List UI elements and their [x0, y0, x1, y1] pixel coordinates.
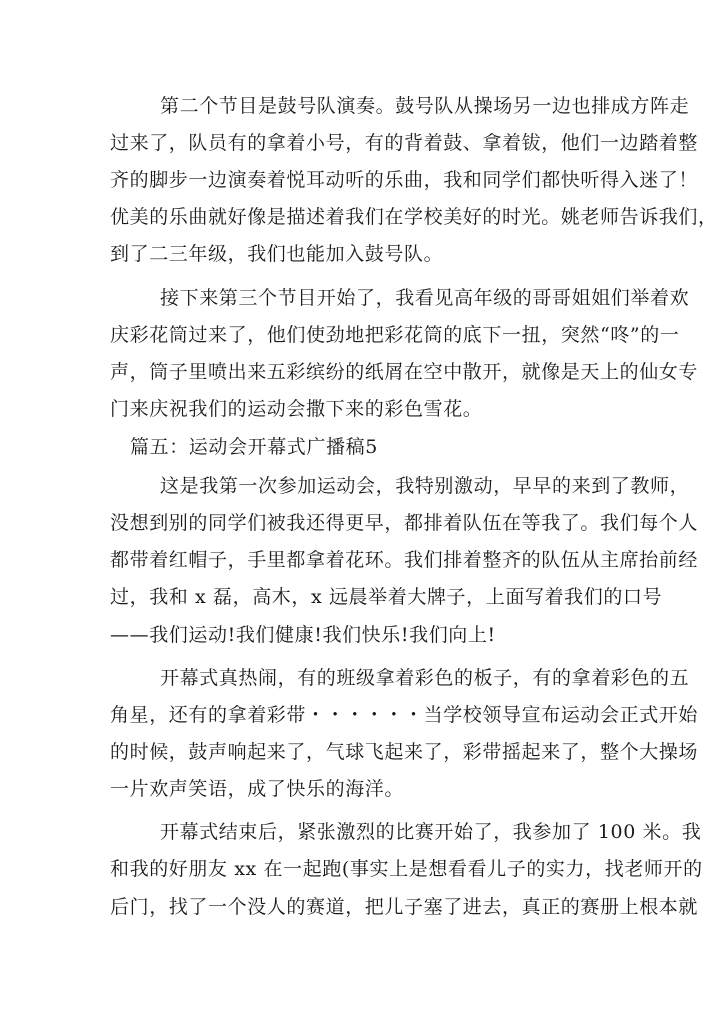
paragraph-line: 的时候，鼓声响起来了，气球飞起来了，彩带摇起来了，整个大操场 — [110, 741, 699, 763]
paragraph-line: 没想到别的同学们被我还得更早，都排着队伍在等我了。我们每个人 — [110, 512, 699, 534]
paragraph-line: 开幕式结束后，紧张激烈的比赛开始了，我参加了 100 米。我 — [160, 821, 702, 843]
paragraph-line: 优美的乐曲就好像是描述着我们在学校美好的时光。姚老师告诉我们， — [110, 206, 718, 228]
paragraph-line: 声，筒子里喷出来五彩缤纷的纸屑在空中散开，就像是天上的仙女专 — [110, 361, 699, 383]
paragraph-line: 庆彩花筒过来了，他们使劲地把彩花筒的底下一扭，突然“咚”的一 — [110, 324, 680, 346]
paragraph-line: 角星，还有的拿着彩带・・・・・・当学校领导宣布运动会正式开始 — [110, 704, 699, 726]
paragraph-line: 门来庆祝我们的运动会撒下来的彩色雪花。 — [110, 398, 483, 420]
section-heading: 篇五：运动会开幕式广播稿5 — [130, 436, 378, 458]
paragraph-line: 第二个节目是鼓号队演奏。鼓号队从操场另一边也排成方阵走 — [160, 95, 690, 117]
paragraph-line: 齐的脚步一边演奏着悦耳动听的乐曲，我和同学们都快听得入迷了！ — [110, 169, 699, 191]
paragraph-line: 过，我和 x 磊，高木，x 远晨举着大牌子，上面写着我们的口号 — [110, 586, 663, 608]
paragraph-line: 都带着红帽子，手里都拿着花环。我们排着整齐的队伍从主席抬前经 — [110, 549, 699, 571]
paragraph-line: ——我们运动!我们健康!我们快乐!我们向上! — [110, 624, 496, 646]
paragraph-line: 开幕式真热闹，有的班级拿着彩色的板子，有的拿着彩色的五 — [160, 667, 690, 689]
paragraph-line: 接下来第三个节目开始了，我看见高年级的哥哥姐姐们举着欢 — [160, 287, 690, 309]
paragraph-line: 后门，找了一个没人的赛道，把儿子塞了进去，真正的赛册上根本就 — [110, 896, 699, 918]
paragraph-line: 一片欢声笑语，成了快乐的海洋。 — [110, 778, 405, 800]
paragraph-line: 这是我第一次参加运动会，我特别激动，早早的来到了教师， — [160, 475, 690, 497]
paragraph-line: 和我的好朋友 xx 在一起跑(事实上是想看看儿子的实力，找老师开的 — [110, 858, 703, 880]
paragraph-line: 过来了，队员有的拿着小号，有的背着鼓、拿着钹，他们一边踏着整 — [110, 132, 699, 154]
paragraph-line: 到了二三年级，我们也能加入鼓号队。 — [110, 243, 444, 265]
